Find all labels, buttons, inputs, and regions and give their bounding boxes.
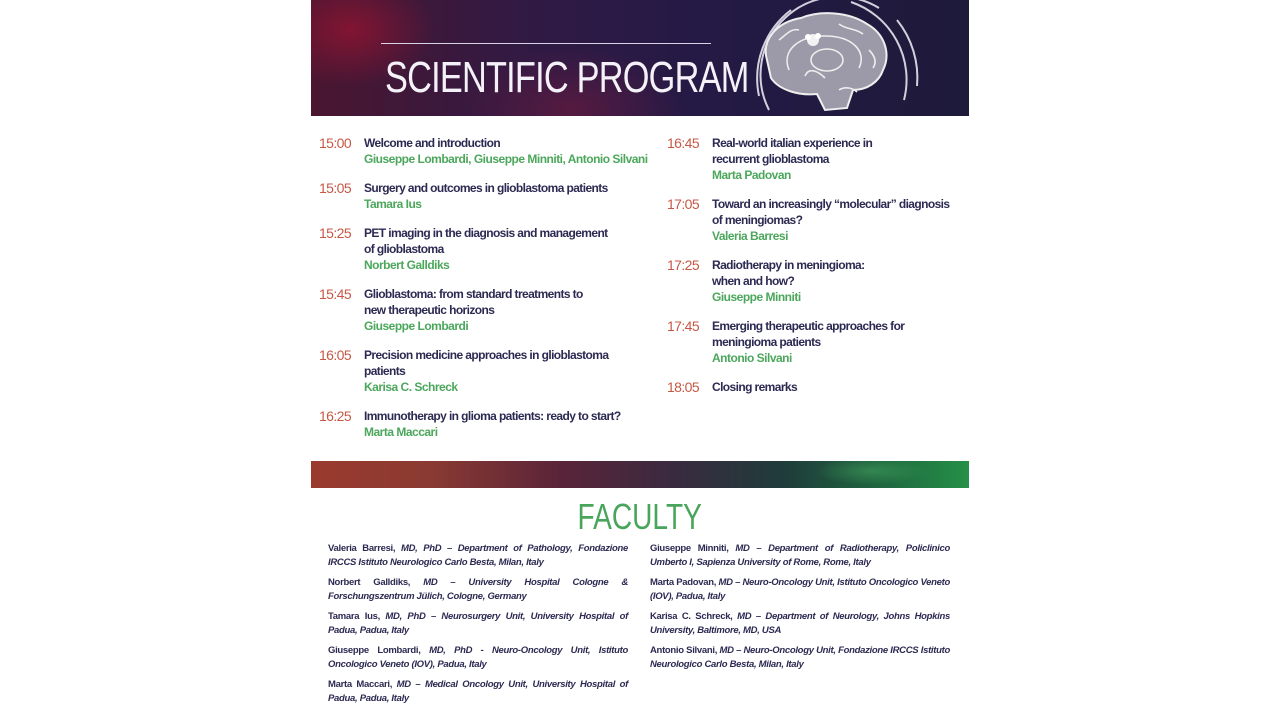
session-time: 15:05 bbox=[319, 180, 352, 196]
session-title: Surgery and outcomes in glioblastoma patients bbox=[364, 181, 608, 195]
faculty-name: Antonio Silvani, bbox=[650, 645, 718, 656]
faculty-entry bbox=[328, 576, 628, 604]
faculty-entry bbox=[328, 644, 628, 672]
page-title: SCIENTIFIC PROGRAM bbox=[385, 53, 749, 102]
faculty-name: Marta Padovan, bbox=[650, 577, 717, 588]
header-banner bbox=[311, 0, 969, 116]
session-speaker: Norbert Galldiks bbox=[364, 258, 450, 272]
faculty-entry bbox=[328, 542, 628, 570]
program-item bbox=[319, 347, 649, 395]
faculty-affiliation: MD, PhD – Department of Pathology, Fondazione IRCCS Istituto Neurologico Carlo Besta, Milan, Italy bbox=[328, 543, 628, 568]
session-title: Glioblastoma: from standard treatments to new therapeutic horizons bbox=[364, 287, 583, 317]
faculty-name: Norbert Galldiks, bbox=[328, 577, 411, 588]
session-speaker: Karisa C. Schreck bbox=[364, 380, 458, 394]
title-rule bbox=[381, 43, 711, 44]
session-title: Welcome and introduction bbox=[364, 136, 501, 150]
program-item bbox=[667, 257, 967, 305]
program-item bbox=[667, 196, 967, 244]
session-title: Real-world italian experience in recurrent glioblastoma bbox=[712, 136, 873, 166]
session-speaker: Antonio Silvani bbox=[712, 351, 792, 365]
session-title: Toward an increasingly “molecular” diagnosis of meningiomas? bbox=[712, 197, 950, 227]
session-speaker: Tamara Ius bbox=[364, 197, 422, 211]
session-speaker: Giuseppe Minniti bbox=[712, 290, 801, 304]
session-time: 16:05 bbox=[319, 347, 352, 363]
session-title: PET imaging in the diagnosis and management of glioblastoma bbox=[364, 226, 608, 256]
faculty-heading bbox=[311, 496, 969, 538]
faculty-affiliation: MD – Department of Neurology, Johns Hopkins University, Baltimore, MD, USA bbox=[650, 611, 950, 636]
faculty-affiliation: MD – Neuro-Oncology Unit, Fondazione IRCCS Istituto Neurologico Carlo Besta, Milan, Italy bbox=[650, 645, 951, 670]
session-speaker: Giuseppe Lombardi bbox=[364, 319, 469, 333]
faculty-name: Valeria Barresi, bbox=[328, 543, 396, 554]
faculty-name: Giuseppe Minniti, bbox=[650, 543, 729, 554]
faculty-entry bbox=[650, 576, 950, 604]
session-title: Immunotherapy in glioma patients: ready to start? bbox=[364, 409, 621, 423]
program-page bbox=[311, 0, 969, 720]
faculty-entry bbox=[650, 644, 950, 672]
session-time: 15:45 bbox=[319, 286, 352, 302]
program-item bbox=[667, 318, 967, 366]
faculty-affiliation: MD, PhD – Neurosurgery Unit, University Hospital of Padua, Padua, Italy bbox=[328, 611, 629, 636]
session-time: 18:05 bbox=[667, 379, 700, 395]
faculty-affiliation: MD – Neuro-Oncology Unit, Istituto Oncologico Veneto (IOV), Padua, Italy bbox=[650, 577, 950, 602]
faculty-right-column bbox=[650, 542, 950, 678]
faculty-name: Karisa C. Schreck, bbox=[650, 611, 733, 622]
divider-banner bbox=[311, 461, 969, 488]
session-time: 16:45 bbox=[667, 135, 700, 151]
program-item bbox=[667, 135, 967, 183]
faculty-name: Marta Maccari, bbox=[328, 679, 393, 690]
session-time: 17:25 bbox=[667, 257, 700, 273]
faculty-affiliation: MD, PhD - Neuro-Oncology Unit, Istituto Oncologico Veneto (IOV), Padua, Italy bbox=[328, 645, 629, 670]
session-time: 16:25 bbox=[319, 408, 352, 424]
session-title: Emerging therapeutic approaches for meningioma patients bbox=[712, 319, 905, 349]
faculty-name: Tamara Ius, bbox=[328, 611, 380, 622]
faculty-entry bbox=[328, 678, 628, 706]
faculty-entry bbox=[328, 610, 628, 638]
session-speaker: Marta Padovan bbox=[712, 168, 791, 182]
program-item bbox=[667, 379, 967, 395]
faculty-heading-text: FACULTY bbox=[577, 496, 703, 537]
program-left-column bbox=[319, 135, 649, 453]
session-time: 15:00 bbox=[319, 135, 352, 151]
program-right-column bbox=[667, 135, 967, 408]
session-title: Precision medicine approaches in glioblastoma patients bbox=[364, 348, 609, 378]
program-item bbox=[319, 286, 649, 334]
faculty-name: Giuseppe Lombardi, bbox=[328, 645, 421, 656]
program-item bbox=[319, 225, 649, 273]
session-time: 15:25 bbox=[319, 225, 352, 241]
faculty-affiliation: MD – Medical Oncology Unit, University Hospital of Padua, Padua, Italy bbox=[328, 679, 628, 704]
session-time: 17:05 bbox=[667, 196, 700, 212]
faculty-affiliation: MD – University Hospital Cologne & Forschungszentrum Jülich, Cologne, Germany bbox=[328, 577, 629, 602]
brain-icon bbox=[729, 0, 929, 116]
session-speaker: Marta Maccari bbox=[364, 425, 438, 439]
program-item bbox=[319, 408, 649, 440]
session-speaker: Valeria Barresi bbox=[712, 229, 788, 243]
program-item bbox=[319, 180, 649, 212]
session-speaker: Giuseppe Lombardi, Giuseppe Minniti, Antonio Silvani bbox=[364, 152, 648, 166]
faculty-entry bbox=[650, 542, 950, 570]
faculty-left-column bbox=[328, 542, 628, 712]
session-time: 17:45 bbox=[667, 318, 700, 334]
program-item bbox=[319, 135, 649, 167]
session-title: Closing remarks bbox=[712, 380, 798, 394]
session-title: Radiotherapy in meningioma: when and how? bbox=[712, 258, 865, 288]
faculty-affiliation: MD – Department of Radiotherapy, Policlinico Umberto I, Sapienza University of Rome, Rome, Italy bbox=[650, 543, 951, 568]
faculty-entry bbox=[650, 610, 950, 638]
